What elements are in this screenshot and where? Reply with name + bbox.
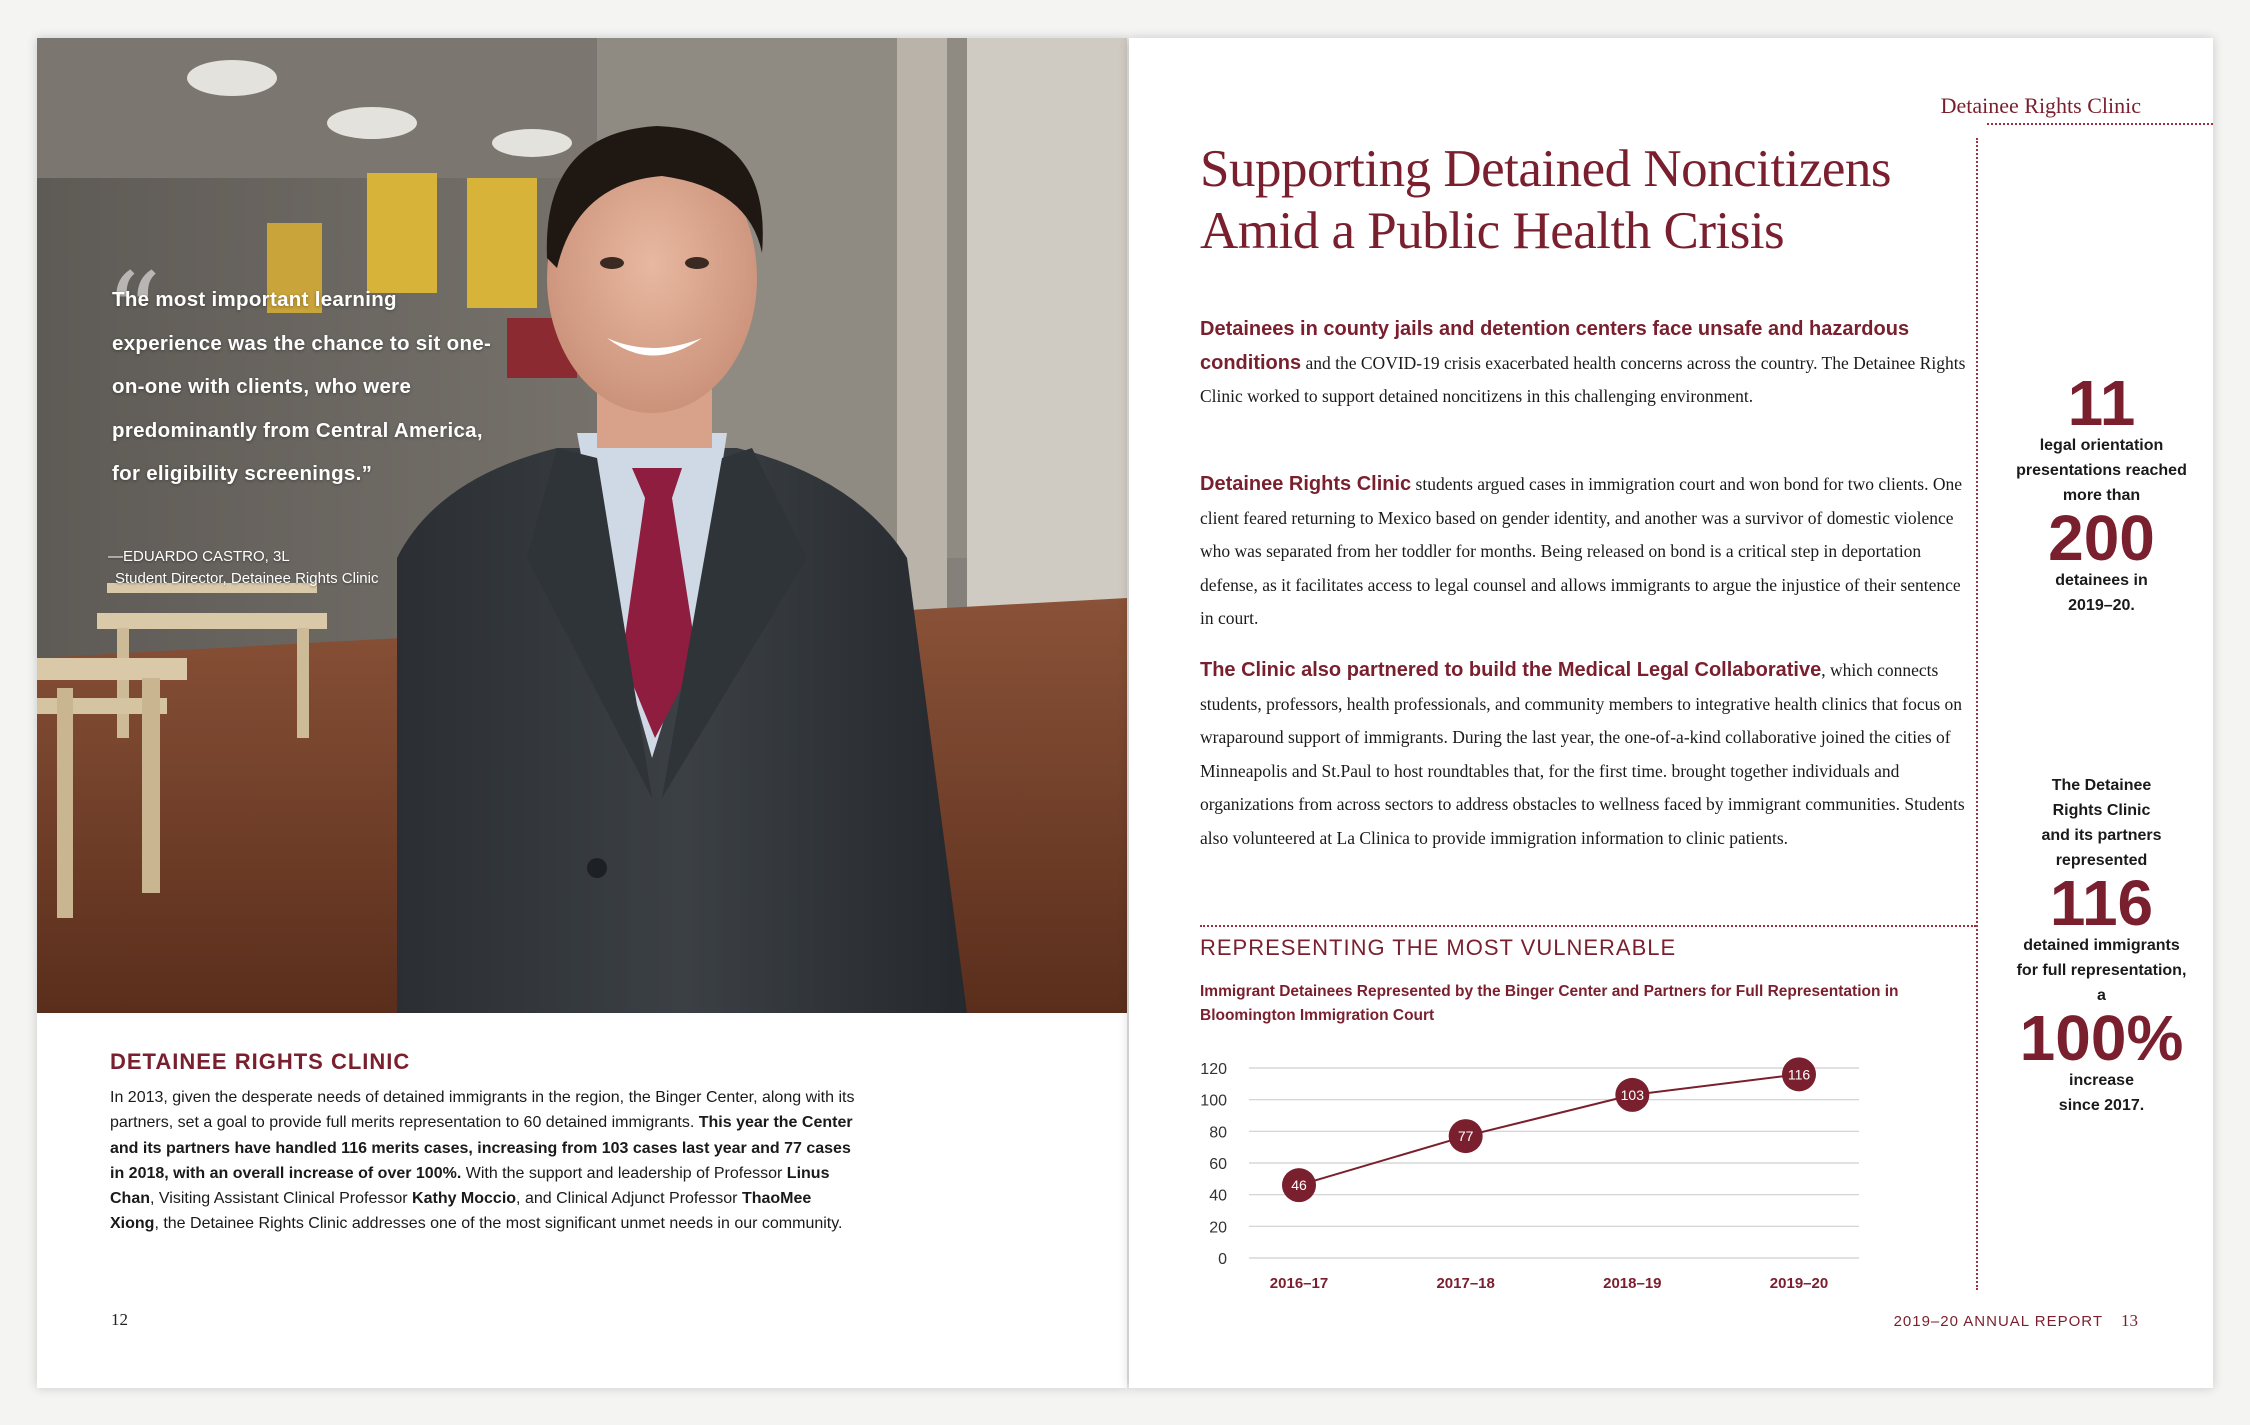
y-tick-label: 120 — [1200, 1061, 1227, 1078]
data-label: 103 — [1620, 1086, 1645, 1103]
stat-text: detainees in 2019–20. — [2055, 572, 2148, 614]
y-tick-label: 100 — [1200, 1092, 1227, 1110]
body-text: , the Detainee Rights Clinic addresses one of the most significant unmet needs in our community. — [154, 1215, 843, 1233]
page-footer — [1894, 1311, 2138, 1331]
data-label: 77 — [1457, 1128, 1474, 1145]
paragraph-2 — [1200, 468, 1976, 636]
data-label: 116 — [1787, 1066, 1811, 1083]
professor-name: Linus Chan — [110, 1164, 830, 1208]
professor-name: ThaoMee Xiong — [110, 1190, 812, 1233]
stat-text: The Detainee Rights Clinic and its partners represented — [2041, 777, 2162, 869]
stat-number: 100% — [2019, 1002, 2184, 1074]
stat-block-presentations — [1984, 367, 2219, 618]
paragraph-lead: Detainees in county jails and detention centers face unsafe and hazardous conditions — [1200, 318, 1910, 374]
stat-text: legal orientation presentations reached more than — [2016, 437, 2187, 504]
line-chart — [1189, 1048, 1889, 1318]
y-tick-label: 40 — [1209, 1187, 1227, 1205]
section-heading: DETAINEE RIGHTS CLINIC — [110, 1049, 411, 1074]
data-label: 46 — [1291, 1177, 1307, 1194]
stat-number: 200 — [2048, 502, 2155, 574]
chart-section-heading: REPRESENTING THE MOST VULNERABLE — [1200, 935, 1677, 960]
report-name: 2019–20 ANNUAL REPORT — [1893, 1313, 2103, 1330]
body-text: , Visiting Assistant Clinical Professor — [150, 1190, 413, 1208]
y-tick-label: 60 — [1209, 1156, 1227, 1173]
right-page — [1129, 38, 2213, 1388]
quote-author: —EDUARDO CASTRO, 3L — [108, 548, 290, 565]
x-tick-label: 2016–17 — [1269, 1275, 1329, 1292]
stat-text: increase since 2017. — [2058, 1072, 2145, 1114]
professor-name: Kathy Moccio — [412, 1190, 517, 1208]
photo-illustration — [37, 38, 1127, 1013]
header-divider — [1987, 123, 2213, 125]
body-text: In 2013, given the desperate needs of detained immigrants in the region, the Binger Center, along with its partners, set a goal to provide full merits representation to 60 detained immigrants. — [110, 1089, 855, 1132]
chart-title: Immigrant Detainees Represented by the Binger Center and Partners for Full Representation in Bloomington Immigration Court — [1200, 983, 1899, 1024]
body-highlight: This year the Center and its partners have handled 116 merits cases, increasing from 103 cases last year and 77 cases in 2018, with an overall increase of over 100%. — [110, 1114, 853, 1182]
paragraph-lead: The Clinic also partnered to build the Medical Legal Collaborative — [1200, 659, 1822, 681]
pull-quote: The most important learning experience was the chance to sit one-on-one with clients, who were predominantly from Central America, for eligibility screenings.” — [112, 288, 492, 485]
quote-attribution — [108, 546, 378, 590]
paragraph-lead: Detainee Rights Clinic — [1200, 473, 1412, 495]
running-header: Detainee Rights Clinic — [1940, 93, 2141, 118]
body-text: , and Clinical Adjunct Professor — [516, 1190, 742, 1208]
paragraph-text: , which connects students, professors, health professionals, and community members to integrative health clinics that focus on wraparound support of immigrants. During the last year, the one-of-a-kind collaborative joined the cities of Minneapolis and St.Paul to host roundtables that, for the first time. brought together individuals and organizations from across sectors to address obstacles to wellness faced by immigrant communities. Students also volunteered at La Clinica to provide immigration information to clinic patients. — [1200, 660, 1965, 848]
y-tick-label: 0 — [1218, 1251, 1227, 1268]
y-tick-label: 20 — [1209, 1219, 1227, 1237]
page-number-right: 13 — [2121, 1311, 2138, 1330]
quote-author-title: Student Director, Detainee Rights Clinic — [115, 570, 379, 587]
series-line — [1299, 1074, 1799, 1185]
stat-block-representation — [1984, 773, 2219, 1118]
paragraph-3 — [1200, 654, 1976, 856]
chart-divider — [1200, 925, 1976, 927]
page-number-left: 12 — [111, 1310, 128, 1329]
paragraph-text: and the COVID-19 crisis exacerbated health concerns across the country. The Detainee Rights Clinic worked to support detained noncitizens in this challenging environment. — [1200, 352, 1966, 407]
body-text: With the support and leadership of Professor — [461, 1164, 787, 1182]
x-tick-label: 2017–18 — [1436, 1275, 1495, 1292]
x-tick-label: 2018–19 — [1603, 1275, 1662, 1292]
paragraph-text: students argued cases in immigration court and won bond for two clients. One client feared returning to Mexico based on gender identity, and another was a survivor of domestic violence who was separated from her toddler for months. Being released on bond is a critical step in deportation defense, as it facilitates access to legal counsel and allows immigrants to argue the injustice of their sentence in court. — [1200, 474, 1962, 629]
y-tick-label: 80 — [1209, 1124, 1227, 1142]
portrait-photo — [37, 38, 1127, 1013]
stat-number: 11 — [2067, 367, 2136, 439]
stat-text: detained immigrants for full representation, a — [2016, 937, 2187, 1004]
stat-number: 116 — [2049, 867, 2154, 939]
quote-mark-icon: “ — [105, 249, 162, 377]
paragraph-1 — [1200, 313, 1976, 414]
left-page — [37, 38, 1127, 1388]
sidebar-divider — [1976, 138, 1978, 1290]
x-tick-label: 2019–20 — [1769, 1275, 1829, 1292]
page-title: Supporting Detained Noncitizens Amid a Public Health Crisis — [1200, 140, 1892, 260]
intro-paragraph — [110, 1085, 860, 1237]
